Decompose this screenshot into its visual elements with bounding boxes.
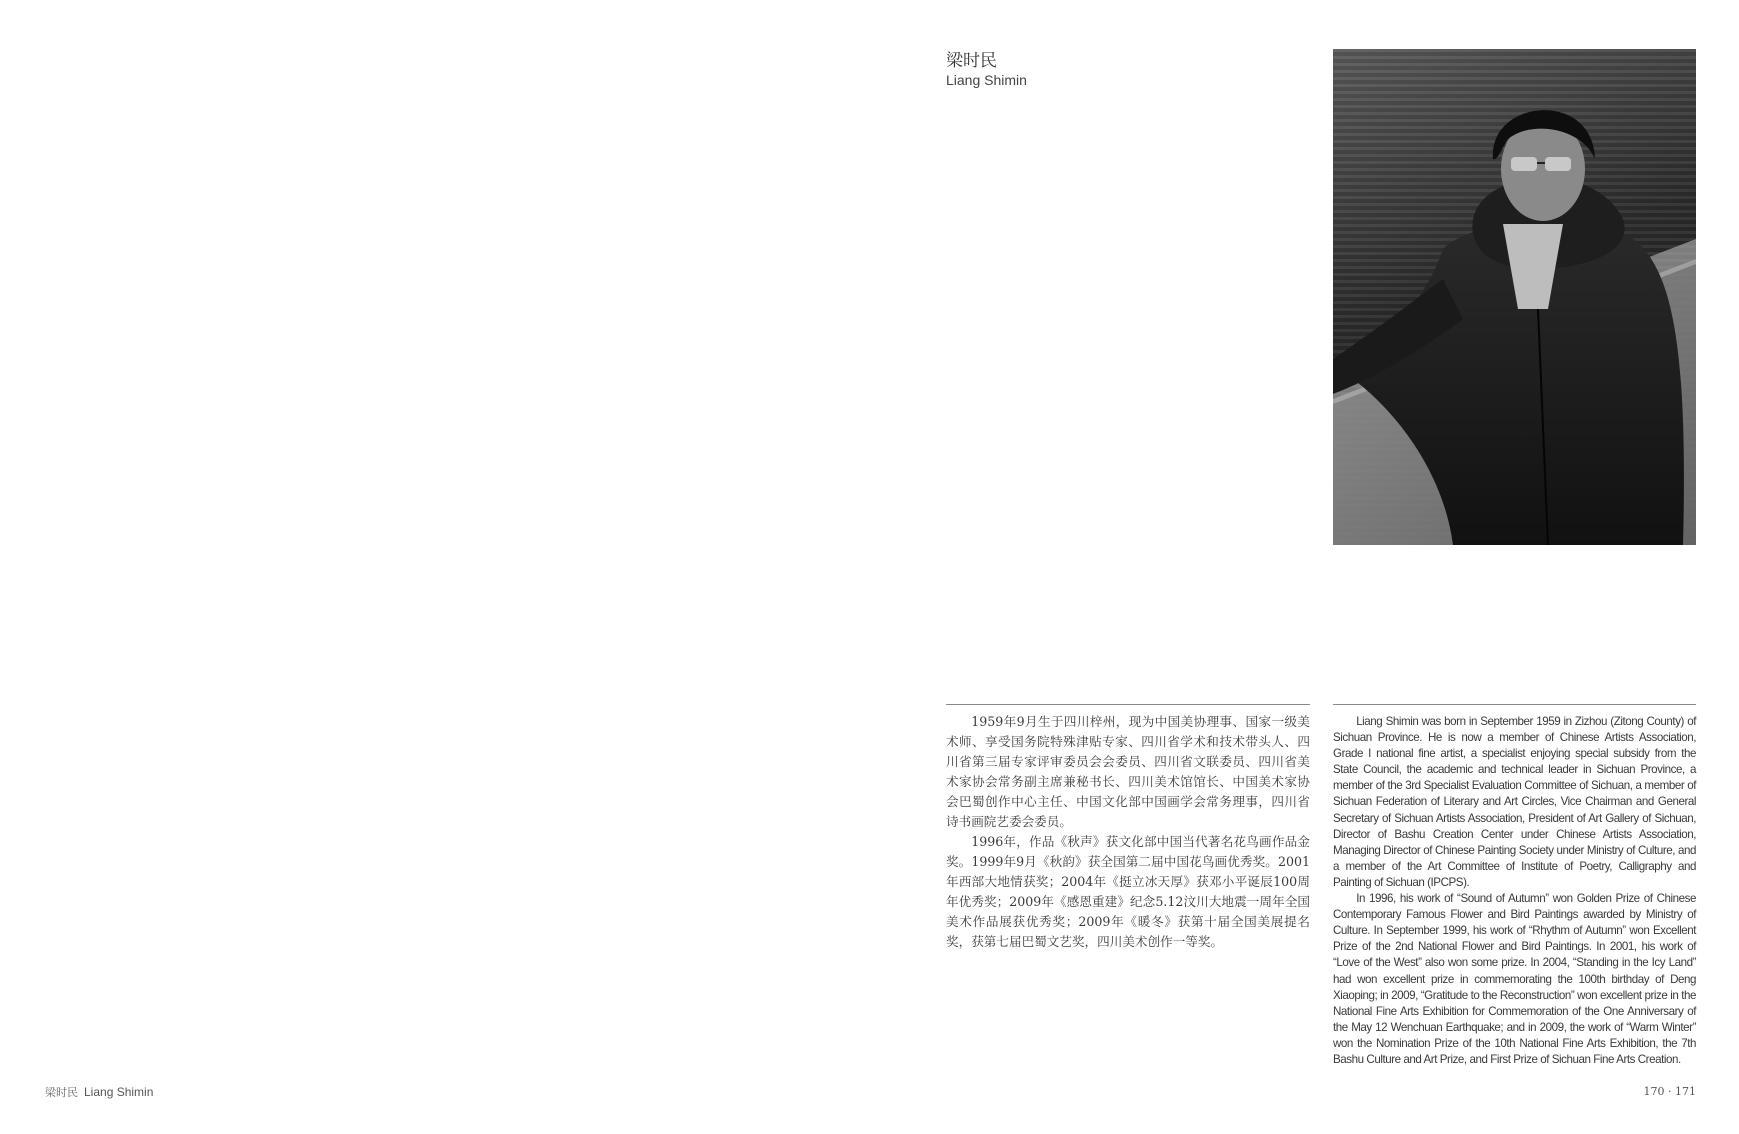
footer-name-chinese: 梁时民: [45, 1086, 78, 1099]
biography-english-paragraph: Liang Shimin was born in September 1959 in Zizhou (Zitong County) of Sichuan Province. He is now a member of Chinese Artists Association, Grade I national fine artist, a specialist enjoying special subsidy from the State Council, the academic and technical leader in Sichuan Province, a member of the 3rd Specialist Evaluation Committee of Sichuan, a member of Sichuan Federation of Literary and Art Circles, Vice Chairman and General Secretary of Sichuan Artists Association, President of Art Gallery of Sichuan, Director of Bashu Creation Center under Chinese Artists Association, Managing Director of Chinese Painting Society under Ministry of Culture, and a member of the Art Committee of Institute of Poetry, Calligraphy and Painting of Sichuan (IPCPS).: [1333, 715, 1696, 889]
page-number: 170 · 171: [1643, 1085, 1696, 1098]
biography-chinese-paragraph: 1996年，作品《秋声》获文化部中国当代著名花鸟画作品金奖。1999年9月《秋韵》获全国第二届中国花鸟画优秀奖。2001年西部大地情获奖；2004年《挺立冰天厚》获邓小平诞辰100周年优秀奖；2009年《感恩重建》纪念5.12汶川大地震一周年全国美术作品展获优秀奖；2009年《暖冬》获第十届全国美展提名奖，获第七届巴蜀文艺奖，四川美术创作一等奖。: [946, 834, 1310, 949]
running-footer: [45, 1084, 153, 1100]
section-divider-left: [946, 704, 1310, 705]
artist-name-chinese: 梁时民: [946, 51, 997, 71]
biography-english: [1333, 714, 1696, 1068]
artist-name-english: Liang Shimin: [946, 72, 1027, 88]
biography-chinese-paragraph: 1959年9月生于四川梓州，现为中国美协理事、国家一级美术师、享受国务院特殊津贴专家、四川省学术和技术带头人、四川省第三届专家评审委员会会委员、四川省文联委员、四川省美术家协会常务副主席兼秘书长、四川美术馆馆长、中国美术家协会巴蜀创作中心主任、中国文化部中国画学会常务理事，四川省诗书画院艺委会委员。: [946, 714, 1310, 829]
portrait-photo-icon: [1333, 49, 1696, 545]
biography-chinese: [946, 712, 1310, 952]
biography-english-paragraph: In 1996, his work of “Sound of Autumn” won Golden Prize of Chinese Contemporary Famous Flower and Bird Paintings awarded by Ministry of Culture. In September 1999, his work of “Rhythm of Autumn” won Excellent Prize of the 2nd National Flower and Bird Paintings. In 2001, his work of “Love of the West” also won some prize. In 2004, “Standing in the Icy Land” had won excellent prize in commemorating the 100th birthday of Deng Xiaoping; in 2009, “Gratitude to the Reconstruction” won excellent prize in the National Fine Arts Exhibition for Commemoration of the One Anniversary of the May 12 Wenchuan Earthquake; and in 2009, the work of “Warm Winter” won the Nomination Prize of the 10th National Fine Arts Exhibition, the 7th Bashu Culture and Art Prize, and First Prize of Sichuan Fine Arts Creation.: [1333, 892, 1696, 1066]
section-divider-right: [1333, 704, 1696, 705]
portrait-illustration: [1333, 49, 1696, 545]
footer-name-english: Liang Shimin: [84, 1085, 154, 1099]
